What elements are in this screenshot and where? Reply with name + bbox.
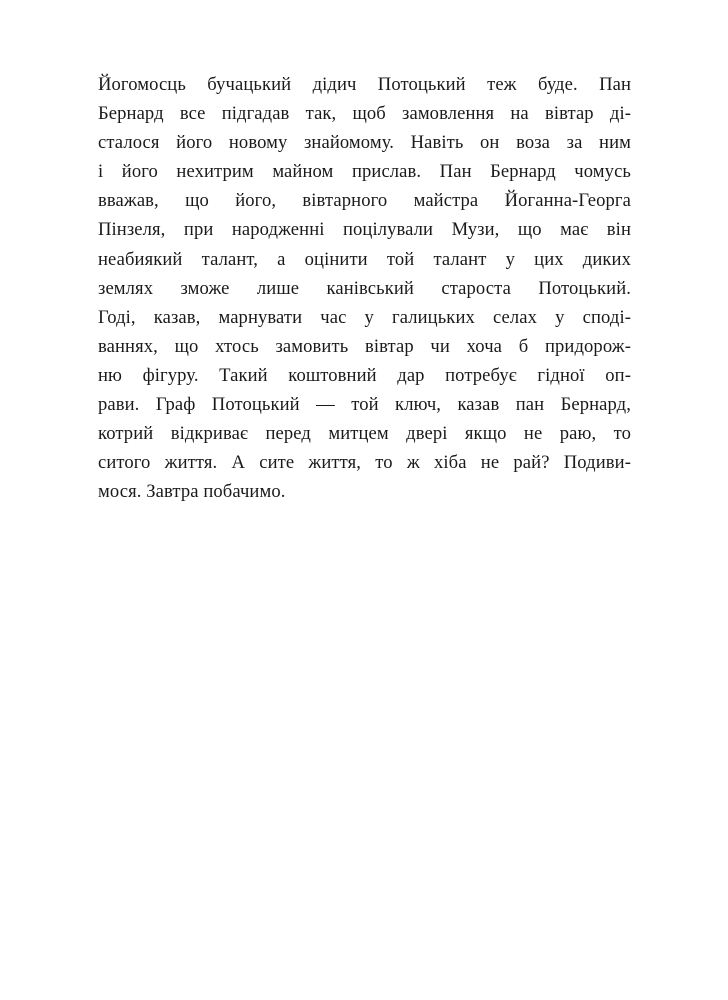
text-line: сталося його новому знайомому. Навіть он воза за ним bbox=[98, 132, 631, 154]
text-line: вважав, що його, вівтарного майстра Йоганна-Георга bbox=[98, 190, 631, 212]
text-line: Йогомосць бучацький дідич Потоцький теж буде. Пан bbox=[98, 74, 631, 95]
text-line: Годі, казав, марнувати час у галицьких селах у сподi- bbox=[98, 306, 631, 328]
text-line: мося. Завтра побачимо. bbox=[98, 481, 286, 503]
text-line: неабиякий талант, а оцінити той талант у цих диких bbox=[98, 248, 631, 270]
text-line: ню фігуру. Такий коштовний дар потребує гідної оп- bbox=[98, 364, 631, 386]
text-line: Пінзеля, при народженні поцілували Музи, що має він bbox=[98, 219, 631, 241]
text-line: і його нехитрим майном прислав. Пан Бернард чомусь bbox=[98, 161, 631, 183]
text-line: котрий відкриває перед митцем двері якщо не раю, то bbox=[98, 423, 631, 445]
text-line: рави. Граф Потоцький — той ключ, казав пан Бернард, bbox=[98, 394, 631, 416]
text-line: землях зможе лише канівський староста Потоцький. bbox=[98, 277, 631, 299]
text-line: Бернард все підгадав так, щоб замовлення на вівтар ді- bbox=[98, 103, 631, 125]
text-line: ситого життя. А сите життя, то ж хіба не рай? Подиви- bbox=[98, 452, 631, 474]
text-line: ваннях, що хтось замовить вівтар чи хоча б придорож- bbox=[98, 335, 631, 357]
body-paragraph bbox=[98, 70, 631, 506]
